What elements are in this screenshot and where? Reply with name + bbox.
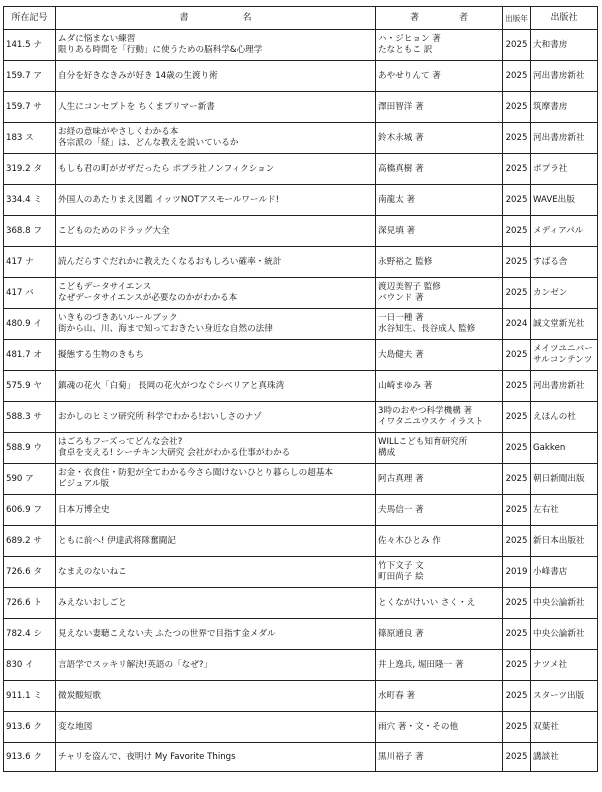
author-cell-line: 山崎まゆみ 著 (378, 380, 433, 391)
author-cell (376, 61, 503, 92)
title-cell-line: 限りある時間を「行動」に使うための脳科学&心理学 (58, 45, 263, 55)
author-cell (376, 588, 503, 619)
author-cell (376, 464, 503, 495)
author-cell (376, 743, 503, 772)
table-row (4, 402, 598, 433)
call-number-cell: 913.6 ク (4, 712, 56, 743)
author-cell (376, 557, 503, 588)
publisher-cell: 左右社 (531, 495, 598, 526)
publisher-cell: カンゼン (531, 278, 598, 309)
title-cell-line: 擬態する生物のきもち (58, 349, 144, 360)
publisher-cell: 講談社 (531, 743, 598, 772)
author-cell-line: たなともこ 訳 (378, 45, 433, 55)
author-cell (376, 712, 503, 743)
title-cell-line: おかしのヒミツ研究所 科学でわかる!おいしさのナゾ (58, 411, 262, 422)
author-cell-line: 井上逸兵, 堀田隆一 著 (378, 659, 464, 670)
publisher-cell-line: サルコンテンツ (533, 355, 593, 365)
author-cell (376, 247, 503, 278)
author-cell (376, 154, 503, 185)
publisher-cell: 河出書房新社 (531, 123, 598, 154)
call-number-cell: 726.6 ト (4, 588, 56, 619)
author-cell (376, 309, 503, 340)
author-cell-line: 鈴木永城 著 (378, 132, 424, 143)
header-call-number: 所在記号 (4, 7, 56, 30)
title-cell-line: お金・衣食住・防犯が全てわかる今さら聞けないひとり暮らしの超基本 (58, 468, 334, 478)
author-cell (376, 278, 503, 309)
publisher-cell: メディアパル (531, 216, 598, 247)
header-year: 出版年 (503, 7, 531, 30)
title-cell-line: 日本万博全史 (58, 504, 110, 515)
book-list-table (3, 6, 598, 772)
author-cell-line: 3時のおやつ科学機構 著 (378, 406, 473, 416)
title-cell (56, 30, 376, 61)
header-title (56, 7, 376, 30)
header-publisher: 出版社 (531, 7, 598, 30)
table-row (4, 681, 598, 712)
title-cell-line: 微炭酸短歌 (58, 690, 101, 701)
year-cell: 2025 (503, 743, 531, 772)
call-number-cell: 141.5 ナ (4, 30, 56, 61)
author-cell-line: 深見填 著 (378, 225, 416, 236)
author-cell (376, 402, 503, 433)
publisher-cell: 中央公論新社 (531, 588, 598, 619)
author-cell-line: 南龍太 著 (378, 194, 416, 205)
call-number-cell: 480.9 イ (4, 309, 56, 340)
title-cell-line: 見えない妻聴こえない夫 ふたつの世界で目指す金メダル (58, 628, 276, 639)
year-cell: 2025 (503, 340, 531, 371)
author-cell-line: 阿古真理 著 (378, 473, 424, 484)
year-cell: 2025 (503, 185, 531, 216)
call-number-cell: 183 ス (4, 123, 56, 154)
title-cell (56, 402, 376, 433)
call-number-cell: 913.6 ク (4, 743, 56, 772)
table-row (4, 371, 598, 402)
title-cell (56, 526, 376, 557)
title-cell-line: なぜデータサイエンスが必要なのかがわかる本 (58, 293, 238, 303)
title-cell (56, 619, 376, 650)
title-cell-line: チャリを盗んで、夜明け My Favorite Things (58, 751, 236, 762)
title-cell (56, 433, 376, 464)
title-cell-line: お経の意味がやさしくわかる本 (58, 127, 179, 137)
table-row (4, 495, 598, 526)
year-cell: 2025 (503, 402, 531, 433)
title-cell-line: 各宗派の「経」は、どんな教えを説いているか (58, 138, 239, 148)
title-cell-line: はごろもフーズってどんな会社? (58, 437, 183, 447)
title-cell (56, 681, 376, 712)
title-cell-line: 街から山、川、海まで知っておきたい身近な自然の法律 (58, 324, 273, 334)
table-row (4, 185, 598, 216)
header-author (376, 7, 503, 30)
title-cell (56, 464, 376, 495)
header-row (4, 7, 598, 30)
author-cell-line: 構成 (378, 448, 396, 458)
author-cell-line: 水谷知生、長谷成人 監修 (378, 324, 476, 334)
call-number-cell: 689.2 サ (4, 526, 56, 557)
call-number-cell: 726.6 タ (4, 557, 56, 588)
call-number-cell: 911.1 ミ (4, 681, 56, 712)
call-number-cell: 481.7 オ (4, 340, 56, 371)
title-cell (56, 650, 376, 681)
title-cell (56, 154, 376, 185)
title-cell (56, 743, 376, 772)
title-cell (56, 216, 376, 247)
publisher-cell: 誠文堂新光社 (531, 309, 598, 340)
author-cell-line: あやせりんて 著 (378, 70, 441, 81)
publisher-cell: 筑摩書房 (531, 92, 598, 123)
title-cell-line: ビジュアル版 (58, 479, 110, 489)
call-number-cell: 782.4 シ (4, 619, 56, 650)
title-cell (56, 712, 376, 743)
year-cell: 2025 (503, 216, 531, 247)
author-cell-line: イワタニユウスケ イラスト (378, 417, 484, 427)
table-row (4, 247, 598, 278)
author-cell-line: 佐々木ひとみ 作 (378, 535, 441, 546)
title-cell-line: 人生にコンセプトを ちくまプリマー新書 (58, 101, 215, 112)
year-cell: 2024 (503, 309, 531, 340)
publisher-cell: 大和書房 (531, 30, 598, 61)
title-cell (56, 278, 376, 309)
author-cell-line: 竹下文子 文 (378, 561, 424, 571)
author-cell-line: 澤田智洋 著 (378, 101, 424, 112)
table-row (4, 588, 598, 619)
table-row (4, 464, 598, 495)
title-cell-line: 言語学でスッキリ解決!英語の「なぜ?」 (58, 659, 213, 670)
year-cell: 2025 (503, 650, 531, 681)
table-row (4, 278, 598, 309)
publisher-cell: ポプラ社 (531, 154, 598, 185)
author-cell (376, 30, 503, 61)
title-cell-line: いきものづきあいルールブック (58, 313, 178, 323)
table-row (4, 743, 598, 772)
year-cell: 2025 (503, 123, 531, 154)
publisher-cell: 朝日新聞出版 (531, 464, 598, 495)
year-cell: 2025 (503, 526, 531, 557)
publisher-cell: スターツ出版 (531, 681, 598, 712)
title-cell (56, 495, 376, 526)
author-cell-line: 黒川裕子 著 (378, 751, 424, 762)
title-cell (56, 340, 376, 371)
author-cell (376, 526, 503, 557)
call-number-cell: 334.4 ミ (4, 185, 56, 216)
author-cell-line: ハ・ジヒョン 著 (378, 34, 441, 44)
title-cell-line: こどもデータサイエンス (58, 282, 152, 292)
call-number-cell: 588.9 ウ (4, 433, 56, 464)
author-cell (376, 650, 503, 681)
title-cell-line: 鎮魂の花火「白菊」 長岡の花火がつなぐシベリアと真珠湾 (58, 380, 285, 391)
call-number-cell: 606.9 フ (4, 495, 56, 526)
title-cell (56, 185, 376, 216)
author-cell-line: WILLこども知育研究所 (378, 437, 468, 447)
call-number-cell: 588.3 サ (4, 402, 56, 433)
title-cell-line: 外国人のあたりまえ図鑑 イッツNOTアスモールワールド! (58, 194, 280, 205)
publisher-cell: 河出書房新社 (531, 61, 598, 92)
publisher-cell: すばる舎 (531, 247, 598, 278)
author-cell (376, 216, 503, 247)
call-number-cell: 417 バ (4, 278, 56, 309)
publisher-cell: 河出書房新社 (531, 371, 598, 402)
call-number-cell: 319.2 タ (4, 154, 56, 185)
publisher-cell: 新日本出版社 (531, 526, 598, 557)
title-cell-line: 自分を好きなきみが好き 14歳の生渡り術 (58, 70, 218, 81)
header-author-char-1: 著 (409, 12, 419, 23)
title-cell-line: もしも君の町がガザだったら ポプラ社ノンフィクション (58, 163, 275, 174)
title-cell (56, 371, 376, 402)
publisher-cell: 双葉社 (531, 712, 598, 743)
table-row (4, 30, 598, 61)
table-row (4, 712, 598, 743)
publisher-cell-line: メイツユニバー (533, 344, 593, 354)
author-cell (376, 681, 503, 712)
title-cell-line: 読んだらすぐだれかに教えたくなるおもしろい確率・統計 (58, 256, 282, 267)
header-title-char-2: 名 (242, 12, 252, 23)
table-row (4, 61, 598, 92)
table-row (4, 340, 598, 371)
title-cell-line: 変な地図 (58, 721, 93, 732)
title-cell (56, 309, 376, 340)
publisher-cell (531, 340, 598, 371)
author-cell-line: バウンド 著 (378, 293, 424, 303)
publisher-cell: えほんの杜 (531, 402, 598, 433)
publisher-cell: 中央公論新社 (531, 619, 598, 650)
title-cell-line: こどものためのドラッグ大全 (58, 225, 170, 236)
author-cell-line: 水町春 著 (378, 690, 416, 701)
author-cell-line: 一日一種 著 (378, 313, 424, 323)
publisher-cell: ナツメ社 (531, 650, 598, 681)
year-cell: 2025 (503, 30, 531, 61)
title-cell-line: 食卓を支える! シーチキン大研究 会社がわかる仕事がわかる (58, 448, 291, 458)
call-number-cell: 575.9 ヤ (4, 371, 56, 402)
table-row (4, 154, 598, 185)
header-title-char-1: 書 (179, 12, 189, 23)
call-number-cell: 830 イ (4, 650, 56, 681)
title-cell-line: ともに前へ! 伊達武将隊奮闘記 (58, 535, 176, 546)
author-cell-line: 渡辺美智子 監修 (378, 282, 441, 292)
table-row (4, 92, 598, 123)
author-cell (376, 619, 503, 650)
table-row (4, 619, 598, 650)
author-cell (376, 185, 503, 216)
title-cell-line: ムダに悩まない練習 (58, 34, 136, 44)
author-cell-line: 永野裕之 監修 (378, 256, 433, 267)
year-cell: 2025 (503, 92, 531, 123)
author-cell-line: 町田尚子 絵 (378, 572, 424, 582)
year-cell: 2025 (503, 495, 531, 526)
table-row (4, 123, 598, 154)
title-cell-line: みえないおしごと (58, 597, 127, 608)
author-cell-line: 高橋真樹 著 (378, 163, 424, 174)
title-cell (56, 123, 376, 154)
author-cell (376, 495, 503, 526)
title-cell (56, 557, 376, 588)
call-number-cell: 368.8 フ (4, 216, 56, 247)
author-cell-line: 雨穴 著・文・その他 (378, 721, 459, 732)
table-row (4, 526, 598, 557)
year-cell: 2025 (503, 371, 531, 402)
author-cell-line: とくながけいい さく・え (378, 597, 476, 608)
author-cell (376, 371, 503, 402)
table-row (4, 309, 598, 340)
table-row (4, 557, 598, 588)
call-number-cell: 159.7 サ (4, 92, 56, 123)
publisher-cell: WAVE出版 (531, 185, 598, 216)
year-cell: 2025 (503, 681, 531, 712)
author-cell-line: 大島健夫 著 (378, 349, 424, 360)
year-cell: 2025 (503, 433, 531, 464)
header-author-char-2: 者 (459, 12, 469, 23)
year-cell: 2025 (503, 154, 531, 185)
year-cell: 2025 (503, 588, 531, 619)
title-cell (56, 61, 376, 92)
year-cell: 2025 (503, 247, 531, 278)
table-row (4, 216, 598, 247)
table-row (4, 433, 598, 464)
title-cell (56, 247, 376, 278)
year-cell: 2025 (503, 464, 531, 495)
call-number-cell: 159.7 ア (4, 61, 56, 92)
author-cell (376, 123, 503, 154)
year-cell: 2025 (503, 619, 531, 650)
author-cell (376, 92, 503, 123)
title-cell (56, 92, 376, 123)
year-cell: 2025 (503, 278, 531, 309)
title-cell (56, 588, 376, 619)
publisher-cell: Gakken (531, 433, 598, 464)
call-number-cell: 590 ア (4, 464, 56, 495)
author-cell-line: 篠原通良 著 (378, 628, 424, 639)
author-cell (376, 433, 503, 464)
call-number-cell: 417 ナ (4, 247, 56, 278)
year-cell: 2019 (503, 557, 531, 588)
author-cell (376, 340, 503, 371)
year-cell: 2025 (503, 61, 531, 92)
year-cell: 2025 (503, 712, 531, 743)
author-cell-line: 夫馬信一 著 (378, 504, 424, 515)
title-cell-line: なまえのないねこ (58, 566, 127, 577)
publisher-cell: 小峰書店 (531, 557, 598, 588)
table-row (4, 650, 598, 681)
